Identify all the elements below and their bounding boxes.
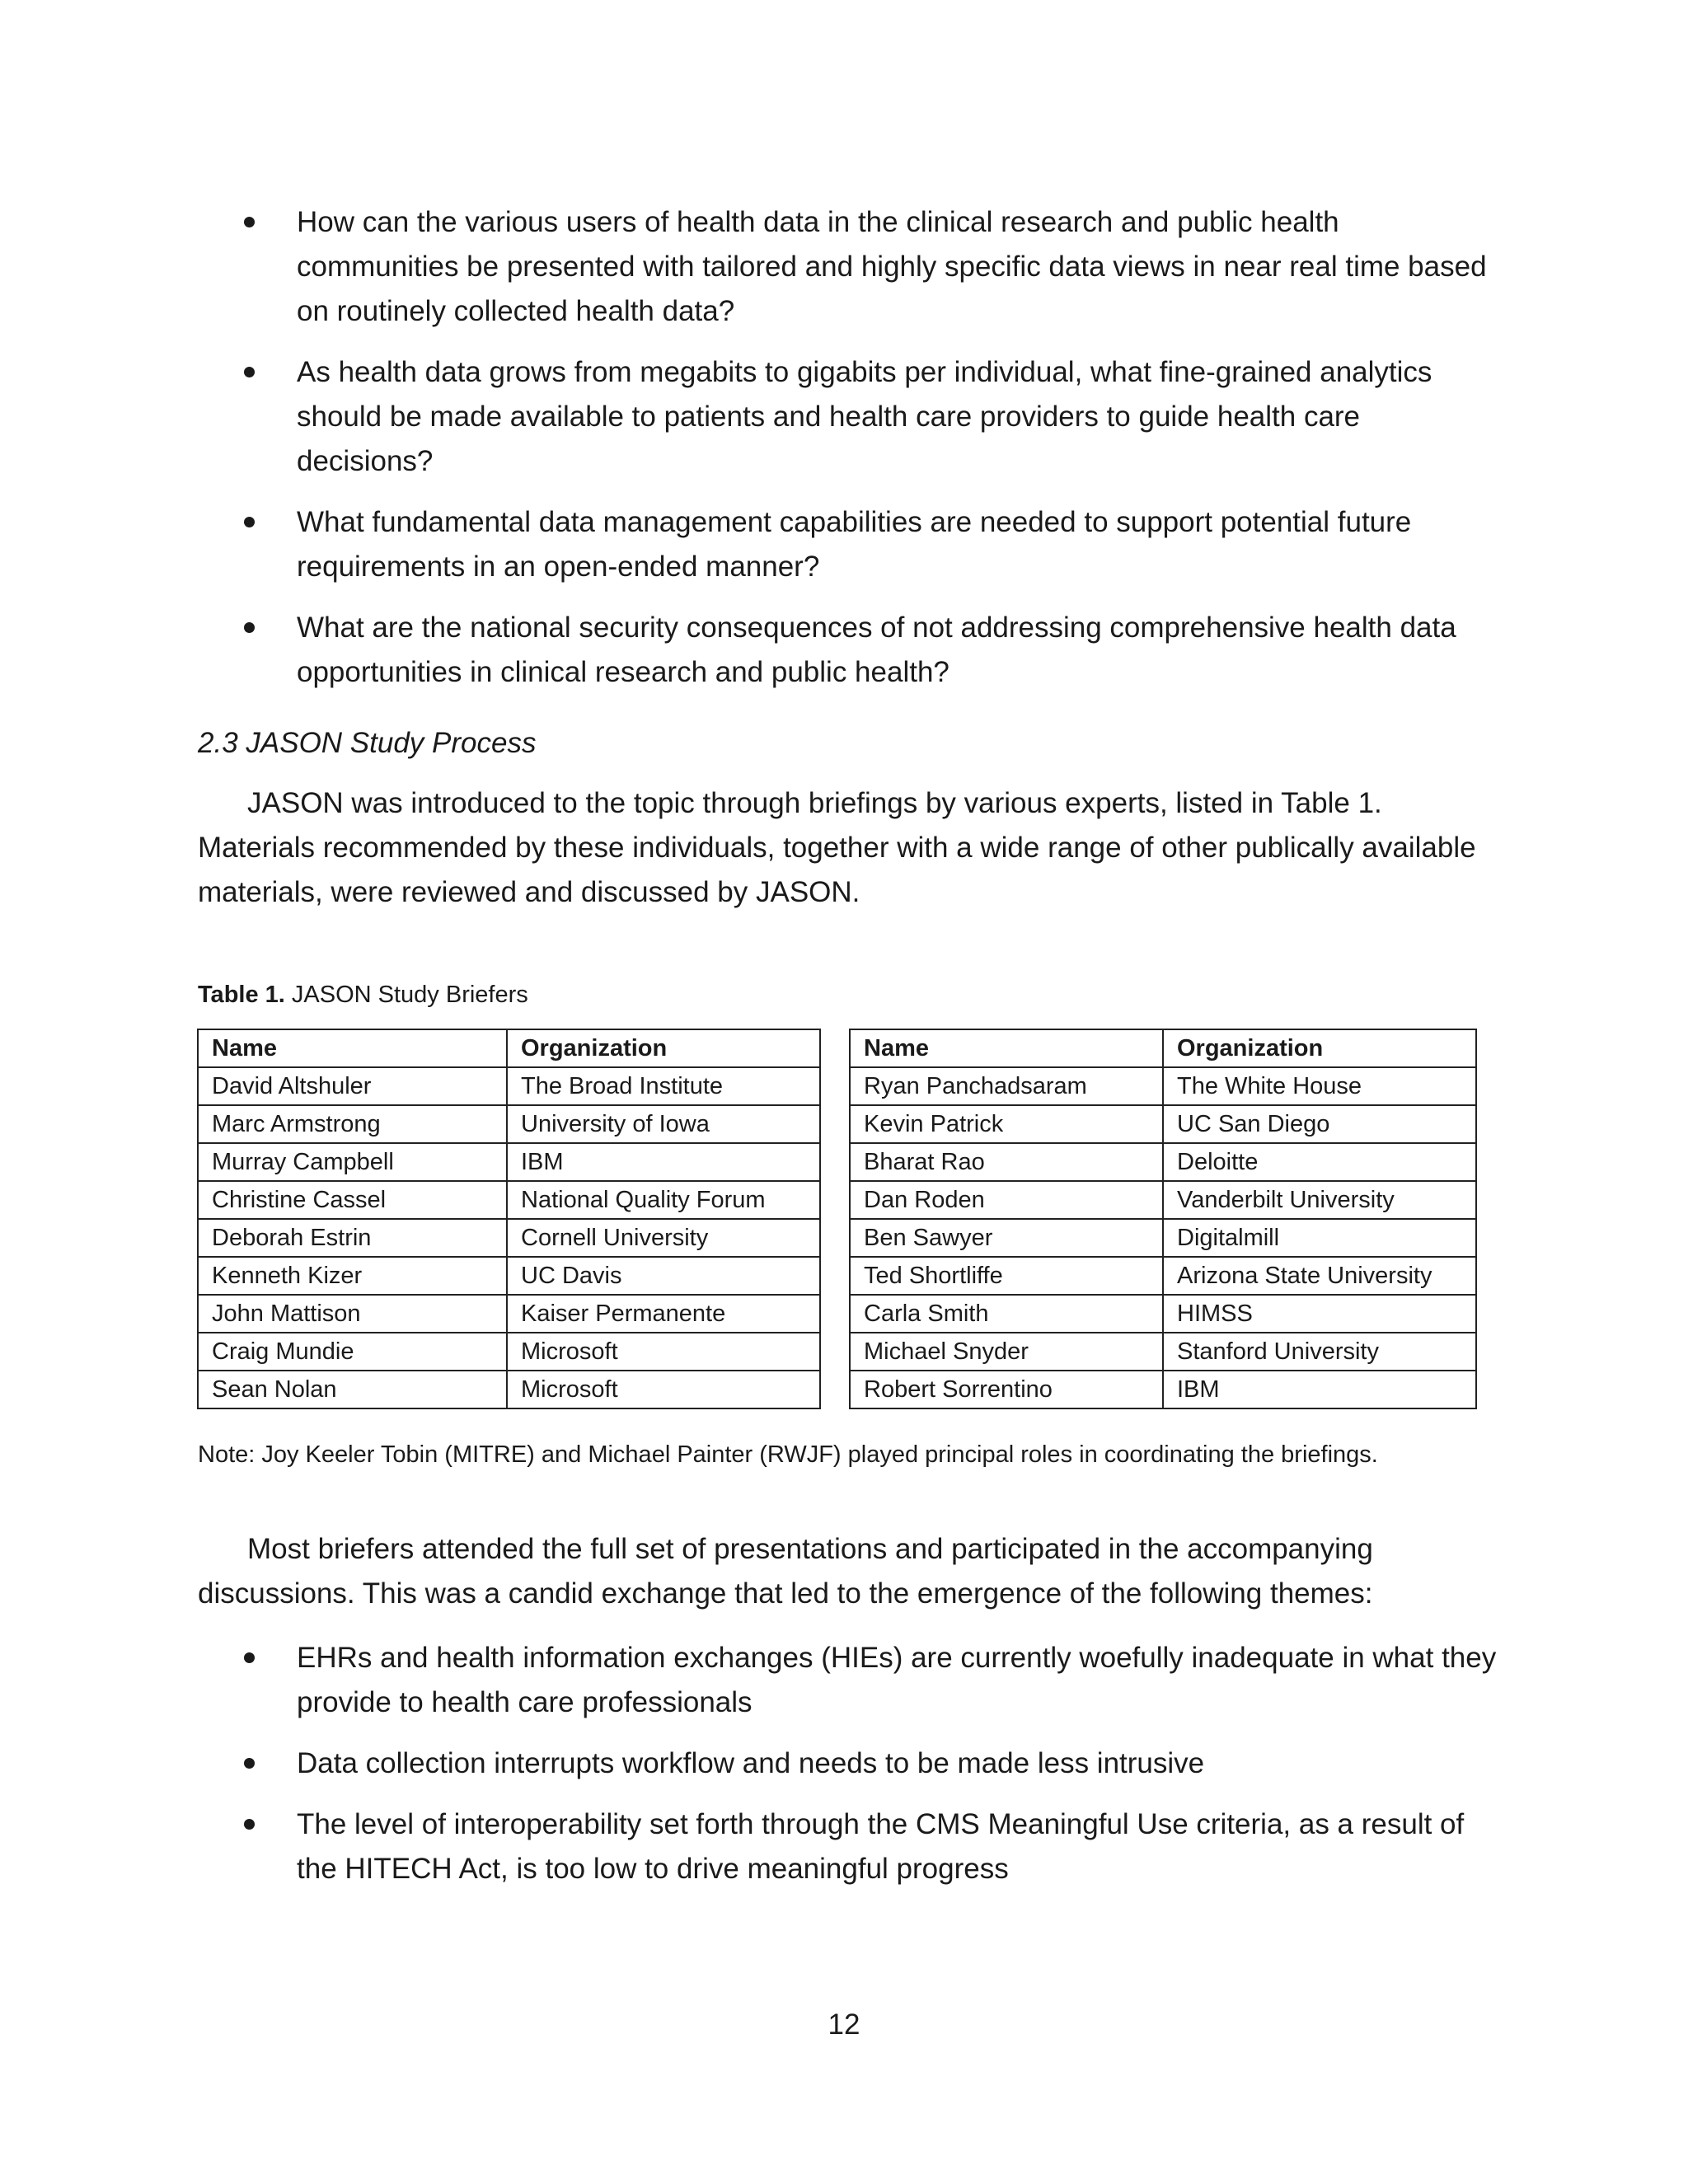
bullet-icon [244, 622, 255, 633]
briefer-name: Michael Snyder [850, 1333, 1163, 1371]
list-item-text: The level of interoperability set forth through the CMS Meaningful Use criteria, as a result of the HITECH Act, is too low to drive meaningful progress [297, 1808, 1465, 1885]
briefer-organization: IBM [1163, 1371, 1476, 1408]
briefer-name: John Mattison [198, 1295, 507, 1333]
briefer-organization: Vanderbilt University [1163, 1181, 1476, 1219]
briefer-name: Murray Campbell [198, 1143, 507, 1181]
briefer-name: Deborah Estrin [198, 1219, 507, 1257]
briefer-organization: Deloitte [1163, 1143, 1476, 1181]
column-header-name: Name [198, 1029, 507, 1067]
table-row [198, 1371, 820, 1408]
briefer-name: Bharat Rao [850, 1143, 1163, 1181]
briefer-organization: University of Iowa [507, 1105, 820, 1143]
table-row [198, 1219, 820, 1257]
table-row [850, 1295, 1476, 1333]
table-row [198, 1333, 820, 1371]
table-caption [198, 978, 528, 1011]
briefer-organization: HIMSS [1163, 1295, 1476, 1333]
table-row [198, 1181, 820, 1219]
briefer-organization: Cornell University [507, 1219, 820, 1257]
briefer-name: Kenneth Kizer [198, 1257, 507, 1295]
briefer-organization: Kaiser Permanente [507, 1295, 820, 1333]
table-row [198, 1105, 820, 1143]
themes-paragraph: Most briefers attended the full set of presentations and participated in the accompanying discussions. This was a candid exchange that led to the emergence of the following themes: [198, 1533, 1373, 1610]
table-row [850, 1371, 1476, 1408]
list-item [198, 500, 1500, 589]
list-item [198, 1802, 1500, 1891]
briefers-table-right [849, 1029, 1477, 1409]
list-item-text: How can the various users of health data in the clinical research and public health communities be presented with tailored and highly specific data views in near real time based on routinely collected health data? [297, 206, 1487, 327]
table-row [850, 1181, 1476, 1219]
table-header-row [198, 1029, 820, 1067]
table-header-row [850, 1029, 1476, 1067]
table-row [850, 1105, 1476, 1143]
bullet-icon [244, 1652, 255, 1663]
table-note: Note: Joy Keeler Tobin (MITRE) and Michael Painter (RWJF) played principal roles in coordinating the briefings. [198, 1441, 1378, 1468]
column-header-organization: Organization [1163, 1029, 1476, 1067]
briefer-name: Ben Sawyer [850, 1219, 1163, 1257]
briefer-name: David Altshuler [198, 1067, 507, 1105]
briefer-name: Dan Roden [850, 1181, 1163, 1219]
briefer-organization: Stanford University [1163, 1333, 1476, 1371]
column-header-name: Name [850, 1029, 1163, 1067]
list-item-text: As health data grows from megabits to gigabits per individual, what fine-grained analytics should be made available to patients and health care providers to guide health care decisions? [297, 356, 1432, 477]
table-row [198, 1067, 820, 1105]
table-row [198, 1295, 820, 1333]
table-row [850, 1333, 1476, 1371]
list-item-text: What are the national security consequences of not addressing comprehensive health data opportunities in clinical research and public health? [297, 612, 1456, 688]
briefer-name: Ted Shortliffe [850, 1257, 1163, 1295]
briefer-organization: Arizona State University [1163, 1257, 1476, 1295]
list-item [198, 1636, 1500, 1725]
briefer-organization: Microsoft [507, 1371, 820, 1408]
table-caption-text: JASON Study Briefers [291, 982, 528, 1008]
briefer-name: Carla Smith [850, 1295, 1163, 1333]
bullet-icon [244, 217, 255, 227]
table-row [198, 1257, 820, 1295]
briefer-name: Christine Cassel [198, 1181, 507, 1219]
bullet-icon [244, 1819, 255, 1830]
briefer-organization: UC Davis [507, 1257, 820, 1295]
briefer-organization: IBM [507, 1143, 820, 1181]
table-caption-label: Table 1. [198, 982, 285, 1008]
briefer-name: Ryan Panchadsaram [850, 1067, 1163, 1105]
briefer-name: Sean Nolan [198, 1371, 507, 1408]
list-item [198, 200, 1500, 334]
briefer-name: Marc Armstrong [198, 1105, 507, 1143]
briefer-organization: The Broad Institute [507, 1067, 820, 1105]
briefer-organization: National Quality Forum [507, 1181, 820, 1219]
table-row [850, 1067, 1476, 1105]
briefer-organization: Digitalmill [1163, 1219, 1476, 1257]
table-row [198, 1143, 820, 1181]
themes-list [198, 1636, 1500, 1908]
list-item [198, 606, 1500, 695]
column-header-organization: Organization [507, 1029, 820, 1067]
table-row [850, 1219, 1476, 1257]
briefer-name: Robert Sorrentino [850, 1371, 1163, 1408]
briefers-table-left [197, 1029, 821, 1409]
list-item [198, 1741, 1500, 1786]
list-item-text: Data collection interrupts workflow and needs to be made less intrusive [297, 1747, 1205, 1779]
list-item-text: EHRs and health information exchanges (HIEs) are currently woefully inadequate in what they provide to health care professionals [297, 1642, 1497, 1718]
section-heading: 2.3 JASON Study Process [198, 727, 537, 759]
table-row [850, 1143, 1476, 1181]
briefer-organization: Microsoft [507, 1333, 820, 1371]
briefer-organization: The White House [1163, 1067, 1476, 1105]
bullet-icon [244, 1758, 255, 1769]
bullet-icon [244, 517, 255, 527]
list-item-text: What fundamental data management capabilities are needed to support potential future requirements in an open-ended manner? [297, 506, 1412, 583]
table-row [850, 1257, 1476, 1295]
briefer-name: Craig Mundie [198, 1333, 507, 1371]
briefer-name: Kevin Patrick [850, 1105, 1163, 1143]
intro-paragraph: JASON was introduced to the topic through briefings by various experts, listed in Table 1. Materials recommended by these individuals, together with a wide range of other publically available materials, were reviewed and discussed by JASON. [198, 787, 1476, 908]
page-number: 12 [828, 2008, 860, 2041]
bullet-icon [244, 367, 255, 377]
briefer-organization: UC San Diego [1163, 1105, 1476, 1143]
list-item [198, 350, 1500, 484]
question-list [198, 200, 1500, 711]
